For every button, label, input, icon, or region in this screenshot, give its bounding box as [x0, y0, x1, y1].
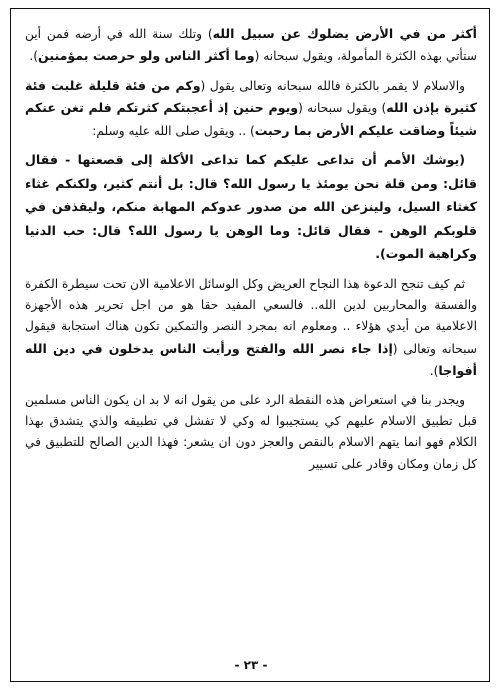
- quotation-text: إذا جاء نصر الله والفتح ورأيت الناس يدخلون في دين الله أفواجا: [25, 340, 477, 379]
- paragraph-text: ) .. ويقول صلى الله عليه وسلم:: [92, 123, 255, 138]
- paragraph-5: [25, 390, 477, 476]
- paragraph-text: ).: [29, 49, 39, 64]
- quotation-text: وما أكثر الناس ولو حرصت بمؤمنين: [38, 48, 255, 64]
- quotation-text: أكثر من في الأرض يضلوك عن سبيل الله: [212, 26, 477, 41]
- paragraph-1: [25, 23, 477, 68]
- paragraph-text: ) وتلك سنة الله في أرضه فمن أين ستأتي بهذه الكثرة المأمولة، ويقول سبحانه (: [25, 27, 477, 64]
- paragraph-text: ).: [429, 364, 439, 379]
- paragraph-text: ) ويقول سبحانه (: [298, 101, 387, 116]
- quotation-text: وكم من فئة قليلة غلبت فئة كثيرة بإذن الله: [25, 77, 477, 116]
- quotation-text: (يوشك الأمم أن تداعى عليكم كما تداعى الأكلة إلى قصعتها - فقال قائل: ومن قلة نحن يومئذ يا رسول الله؟ قال: بل أنتم كثير، ولكنكم غثاء كغثاء السيل، ولينزعن الله من صدور عدوكم المهابة منكم، وليقذفن في قلوبكم الوهن - فقال قائل: وما الوهن يا رسول الله؟ قال: حب الدنيا وكراهية الموت).: [25, 152, 477, 262]
- page-border-frame: [10, 8, 490, 682]
- body-text: [25, 23, 477, 482]
- paragraph-text: ثم كيف تنجح الدعوة هذا النجاح العريض وكل الوسائل الاعلامية الان تحت سيطرة الكفرة والفسقة والمحاربين لدين الله.. فالسعي المفيد حقا هو من اجل تحرير هذه الأجهزة الاعلامية من أيدي هؤلاء .. ومعلوم انه بمجرد النصر والتمكين تكون هناك استجابة فيقول سبحانه وتعالى (: [25, 276, 477, 356]
- paragraph-2: [25, 75, 477, 142]
- hadith-quote-paragraph: [25, 149, 477, 267]
- quotation-text: ويوم حنين إذ أعجبتكم كثرتكم فلم تغن عنكم شيئاً وضاقت عليكم الأرض بما رحبت: [25, 100, 477, 138]
- paragraph-4: [25, 274, 477, 383]
- page-number: - ٢٣ -: [234, 658, 268, 672]
- paragraph-text: والاسلام لا يقمر بالكثرة فالله سبحانه وتعالى يقول (: [200, 78, 465, 93]
- paragraph-text: ويجدر بنا في استعراض هذه النقطة الرد على من يقول انه لا بد ان يكون الناس مسلمين قبل تطبيق الاسلام عليهم كي يستجيبوا له وكي لا تفشل في تطبيقه والذي يتشدق بهذا الكلام فهو انما يتهم الاسلام بالنقص والعجز دون ان يشعر: فهذا الدين الصالح للتطبيق في كل زمان ومكان وقادر على تسيير: [25, 392, 477, 471]
